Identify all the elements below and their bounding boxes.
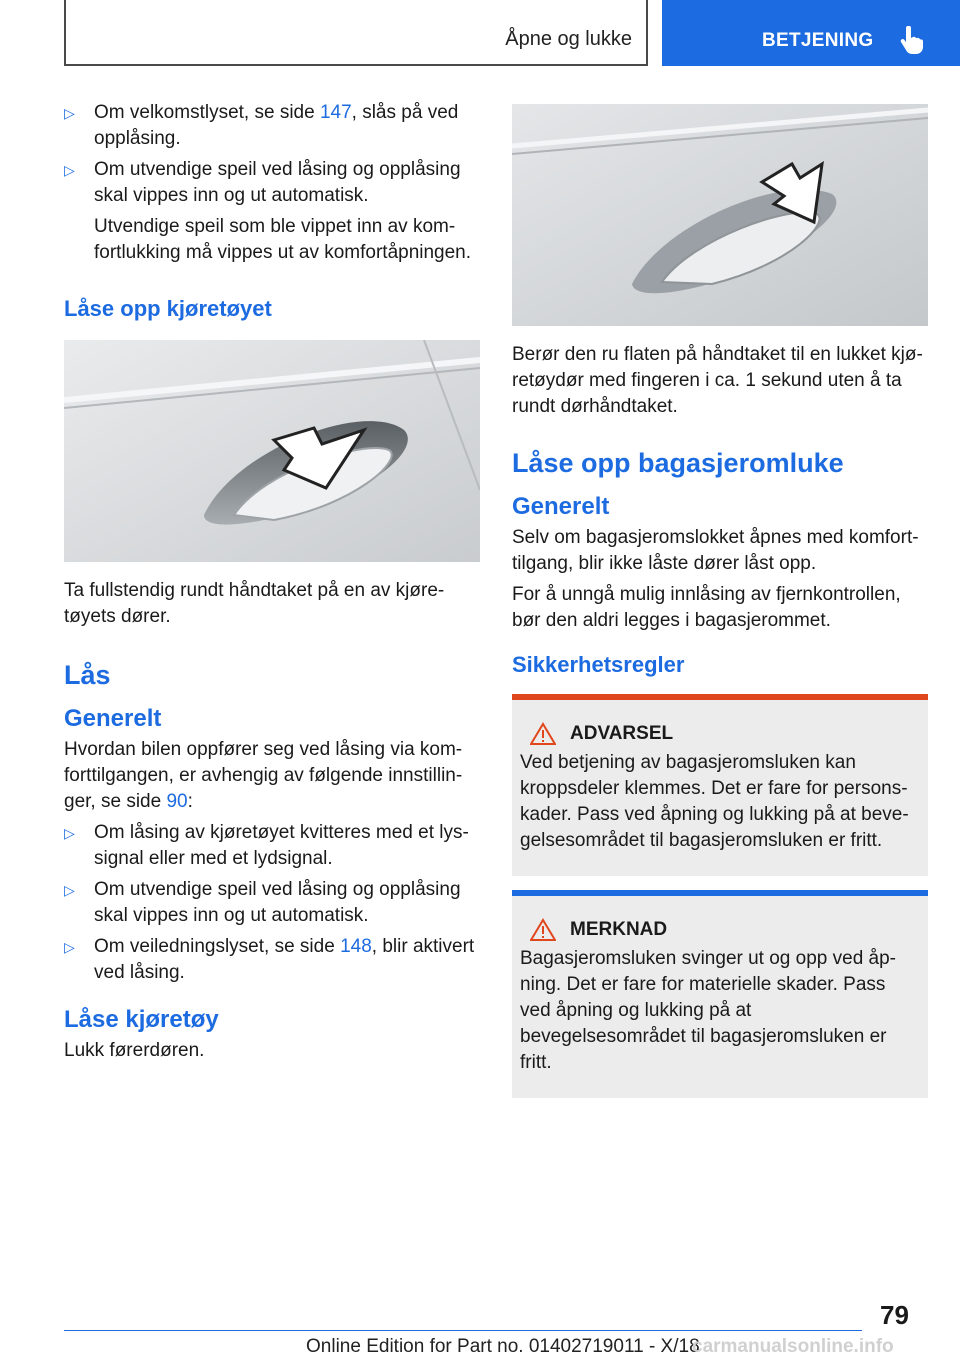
chapter-tab[interactable] — [662, 0, 960, 66]
triangle-bullet-icon: ▷ — [64, 939, 75, 955]
triangle-bullet-icon: ▷ — [64, 882, 75, 898]
unlock-vehicle-heading: Låse opp kjøretøyet — [64, 296, 272, 321]
left-column — [64, 100, 480, 1069]
notice-label: MERKNAD — [570, 919, 668, 940]
header-section-frame — [64, 0, 648, 66]
triangle-bullet-icon: ▷ — [64, 105, 75, 121]
lock-general-heading: Generelt — [64, 705, 162, 732]
trunk-heading: Låse opp bagasjeromluke — [512, 448, 844, 478]
watermark: carmanualsonline.info — [692, 1336, 894, 1357]
warning-triangle-icon — [530, 722, 556, 746]
warning-text: Ved betjening av bagasjeromsluken kan kroppsdeler klemmes. Det er fare for persons‐kader. Pass ved åpning og lukking på at beve‐gelsesområdet til bagasjeromsluken er fritt. — [520, 752, 909, 851]
right-column — [512, 104, 928, 1098]
bullet-list-lock — [64, 820, 480, 986]
footer-divider — [64, 1330, 862, 1331]
page-link[interactable]: 148 — [340, 936, 372, 957]
edition-text: Online Edition for Part no. 01402719011 - X/18 — [306, 1336, 700, 1357]
door-handle-photo-grip — [64, 340, 480, 562]
lock-vehicle-text: Lukk førerdøren. — [64, 1040, 205, 1061]
mirror-note: Utvendige speil som ble vippet inn av kom‐fortlukking må vippes ut av komfortåpningen. — [94, 216, 472, 263]
trunk-text-2: For å unngå mulig innlåsing av fjernkontrollen, bør den aldri legges i bagasjerommet. — [512, 584, 901, 631]
list-item: ▷ Om utvendige speil ved låsing og opplåsing skal vippes inn og ut automatisk. — [64, 159, 461, 206]
list-item: ▷ Om låsing av kjøretøyet kvitteres med et lys‐signal eller med et lydsignal. — [64, 822, 469, 869]
unlock-caption: Ta fullstendig rundt håndtaket på en av kjøre‐tøyets dører. — [64, 580, 445, 627]
notice-box — [512, 890, 928, 1098]
safety-heading: Sikkerhetsregler — [512, 652, 685, 677]
page-link[interactable]: 147 — [319, 102, 352, 123]
trunk-text-1: Selv om bagasjeromslokket åpnes med komfort‐tilgang, blir ikke låste dører låst opp. — [512, 527, 919, 574]
page-link[interactable]: 90 — [166, 791, 188, 812]
door-handle-photo-touch — [512, 104, 928, 326]
list-item: ▷ Om velkomstlyset, se side 147, slås på ved opplåsing. — [64, 102, 459, 149]
triangle-bullet-icon: ▷ — [64, 162, 75, 178]
chapter-tab-label: BETJENING — [762, 30, 874, 51]
touch-caption: Berør den ru flaten på håndtaket til en lukket kjø‐retøydør med fingeren i ca. 1 sekund uten å ta rundt dørhåndtaket. — [512, 344, 923, 417]
section-title: Åpne og lukke — [505, 28, 632, 50]
lock-heading: Lås — [64, 660, 111, 690]
warning-label: ADVARSEL — [570, 723, 674, 744]
notice-text: Bagasjeromsluken svinger ut og opp ved åp‐ning. Det er fare for materielle skader. Pass ved åpning og lukking på at bevegelsesområdet til bagasjeromsluken er fritt. — [520, 948, 897, 1073]
notice-triangle-icon — [530, 918, 556, 942]
page-number: 79 — [880, 1300, 909, 1330]
lock-general-text: Hvordan bilen oppfører seg ved låsing via kom‐forttilgangen, er avhengig av følgende innstillin‐ger, se side 90: — [64, 739, 463, 812]
trunk-general-heading: Generelt — [512, 493, 610, 520]
list-item: ▷ Om veiledningslyset, se side 148, blir aktivert ved låsing. — [64, 936, 475, 983]
bullet-list-top — [64, 100, 480, 209]
hand-pointer-icon — [898, 26, 924, 56]
lock-vehicle-heading: Låse kjøretøy — [64, 1006, 219, 1033]
list-item: ▷ Om utvendige speil ved låsing og opplåsing skal vippes inn og ut automatisk. — [64, 879, 461, 926]
triangle-bullet-icon: ▷ — [64, 825, 75, 841]
warning-box — [512, 694, 928, 876]
